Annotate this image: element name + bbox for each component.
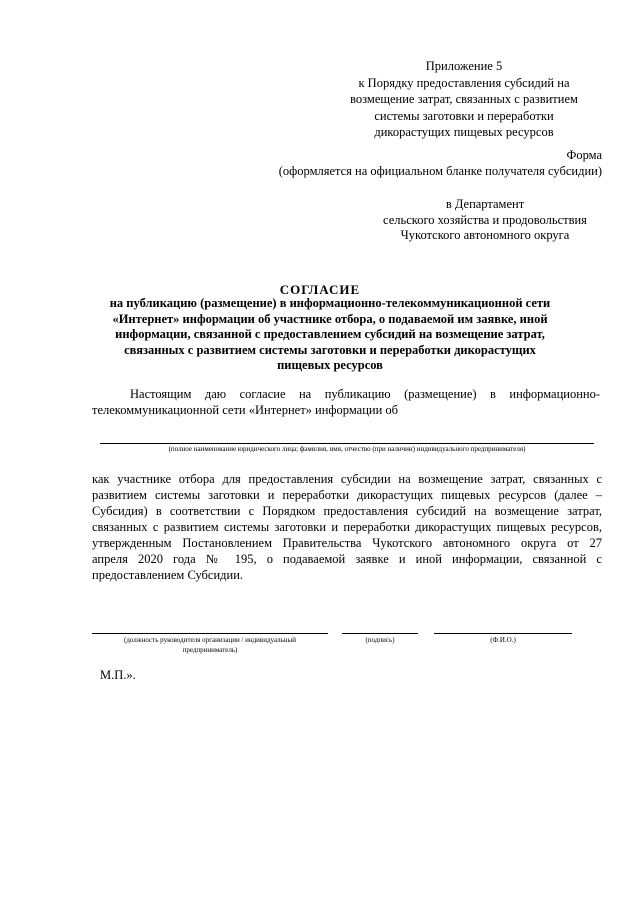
document-subtitle xyxy=(100,296,560,374)
applicant-name-caption: (полное наименование юридического лица; фамилия, имя, отчество (при наличии) индивидуального предпринимателя) xyxy=(168,445,526,453)
stamp-place-label: М.П.». xyxy=(100,668,136,682)
position-caption xyxy=(92,635,328,655)
position-caption-line: (должность руководителя организации / индивидуальный xyxy=(124,636,296,644)
appendix-line: возмещение затрат, связанных с развитием xyxy=(350,92,578,106)
appendix-line: к Порядку предоставления субсидий на xyxy=(358,75,570,90)
body-line: предоставлением Субсидии. xyxy=(92,568,244,582)
addressee-line: сельского хозяйства и продовольствия xyxy=(383,212,587,227)
subtitle-line: информации, связанной с предоставлением субсидий на возмещение затрат, xyxy=(115,327,545,341)
form-label: Форма xyxy=(566,148,602,162)
position-caption-line: предприниматель) xyxy=(182,646,238,654)
body-line: Субсидия) в соответствии с Порядком предоставления субсидий на возмещение затрат, xyxy=(92,504,602,518)
document-title: СОГЛАСИЕ xyxy=(279,282,361,297)
body-line: связанных с развитием системы заготовки и переработки дикорастущих пищевых ресурсов, xyxy=(92,520,602,534)
subtitle-line: «Интернет» информации об участнике отбора, о подаваемой им заявке, иной xyxy=(112,311,548,326)
addressee-line: Чукотского автономного округа xyxy=(400,228,570,242)
signature-caption: (подпись) xyxy=(365,636,395,644)
body-line: утвержденным Постановлением Правительства Чукотского автономного округа от 27 xyxy=(92,536,602,550)
appendix-line: системы заготовки и переработки xyxy=(374,108,554,123)
appendix-line: Приложение 5 xyxy=(425,59,503,73)
subtitle-line: связанных с развитием системы заготовки и переработки дикорастущих xyxy=(124,342,536,357)
full-name-caption: (Ф.И.О.) xyxy=(490,636,516,644)
body-line: как участнике отбора для предоставления субсидии на возмещение затрат, связанных с xyxy=(92,472,602,486)
applicant-name-fill-line xyxy=(100,443,594,444)
official-blank-note: (оформляется на официальном бланке получателя субсидии) xyxy=(278,164,602,178)
intro-paragraph xyxy=(92,386,600,418)
subtitle-line: пищевых ресурсов xyxy=(277,358,383,372)
signature-line xyxy=(342,633,418,634)
addressee-line: в Департамент xyxy=(445,197,525,211)
body-line: развитием системы заготовки и переработки дикорастущих пищевых ресурсов (далее – xyxy=(92,488,602,502)
addressee-block xyxy=(365,197,605,244)
appendix-header xyxy=(330,58,598,141)
position-signature-line xyxy=(92,633,328,634)
intro-line: телекоммуникационной сети «Интернет» информации об xyxy=(92,403,398,417)
appendix-line: дикорастущих пищевых ресурсов xyxy=(374,125,554,139)
subtitle-line: на публикацию (размещение) в информационно-телекоммуникационной сети xyxy=(109,296,551,310)
consent-body-paragraph xyxy=(92,471,602,583)
body-line: апреля 2020 года № 195, о подаваемой заявке и иной информации, связанной с xyxy=(92,552,602,566)
full-name-line xyxy=(434,633,572,634)
intro-line: Настоящим даю согласие на публикацию (размещение) в информационно- xyxy=(130,387,600,401)
